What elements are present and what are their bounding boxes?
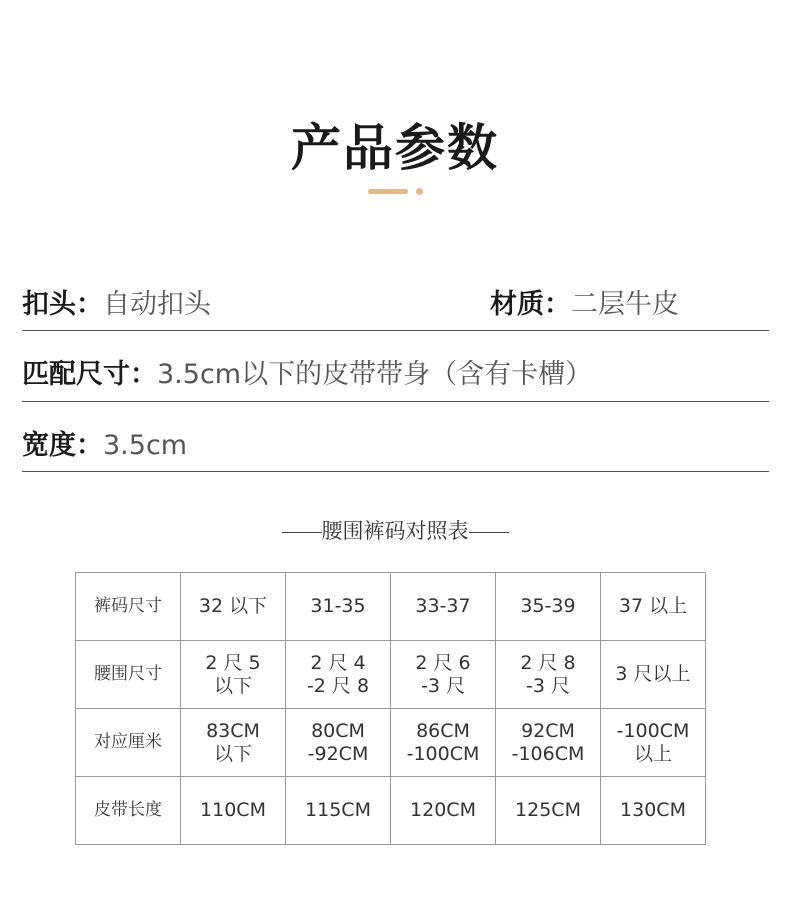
cell-line: 86CM xyxy=(416,719,470,742)
table-cell xyxy=(181,777,286,845)
cell-line: 110CM xyxy=(200,799,266,821)
table-row xyxy=(76,709,706,777)
cell-line: -3 尺 xyxy=(421,674,465,697)
cell-line: 以下 xyxy=(213,674,252,697)
row-header: 对应厘米 xyxy=(76,709,181,777)
title-underline-dot xyxy=(416,188,423,195)
cell-line: 以上 xyxy=(633,742,672,765)
cell-line: 35-39 xyxy=(520,595,576,617)
row-header: 腰围尺寸 xyxy=(76,641,181,709)
cell-line: 83CM xyxy=(206,719,260,742)
size-chart-title xyxy=(0,515,790,545)
divider xyxy=(22,401,769,402)
row-header: 裤码尺寸 xyxy=(76,573,181,641)
table-cell xyxy=(601,641,706,709)
cell-line: 2 尺 4 xyxy=(310,651,366,674)
cell-line: 2 尺 8 xyxy=(520,651,576,674)
table-cell xyxy=(286,777,391,845)
title-dash-right xyxy=(469,532,509,533)
table-cell xyxy=(496,777,601,845)
table-cell xyxy=(391,777,496,845)
cell-line: 2 尺 5 xyxy=(205,651,261,674)
table-cell xyxy=(496,641,601,709)
fit-label: 匹配尺寸： xyxy=(22,359,157,390)
material-label: 材质： xyxy=(490,289,571,320)
cell-line: 以下 xyxy=(213,742,252,765)
size-chart-table xyxy=(75,572,706,845)
table-cell xyxy=(286,641,391,709)
page-title: 产品参数 xyxy=(291,119,499,177)
table-cell xyxy=(286,709,391,777)
buckle-label: 扣头： xyxy=(22,289,103,320)
table-cell xyxy=(181,641,286,709)
cell-line: -106CM xyxy=(511,742,585,765)
row-header: 皮带长度 xyxy=(76,777,181,845)
size-chart-title-text: 腰围裤码对照表 xyxy=(321,519,469,543)
width-value: 3.5cm xyxy=(103,430,188,461)
table-cell xyxy=(391,641,496,709)
param-row-width xyxy=(22,423,769,462)
table-row xyxy=(76,777,706,845)
cell-line: 2 尺 6 xyxy=(415,651,471,674)
cell-line: 32 以下 xyxy=(198,595,268,617)
table-cell xyxy=(496,709,601,777)
cell-line: 80CM xyxy=(311,719,365,742)
table-cell xyxy=(391,709,496,777)
divider xyxy=(22,330,769,331)
table-cell xyxy=(496,573,601,641)
fit-value: 3.5cm以下的皮带带身（含有卡槽） xyxy=(157,359,593,390)
title-dash-left xyxy=(282,532,322,533)
table-cell xyxy=(181,709,286,777)
cell-line: 125CM xyxy=(515,799,581,821)
buckle-value: 自动扣头 xyxy=(103,289,211,320)
table-cell xyxy=(601,573,706,641)
cell-line: 3 尺以上 xyxy=(615,663,691,685)
table-cell xyxy=(286,573,391,641)
divider xyxy=(22,471,769,472)
table-row xyxy=(76,573,706,641)
cell-line: -100CM xyxy=(406,742,480,765)
table-cell xyxy=(391,573,496,641)
cell-line: 115CM xyxy=(305,799,371,821)
cell-line: 120CM xyxy=(410,799,476,821)
table-cell xyxy=(601,777,706,845)
table-row xyxy=(76,641,706,709)
title-underline-bar xyxy=(368,189,408,194)
cell-line: -100CM xyxy=(616,719,690,742)
cell-line: 33-37 xyxy=(415,595,471,617)
width-label: 宽度： xyxy=(22,430,103,461)
cell-line: -3 尺 xyxy=(526,674,570,697)
cell-line: -92CM xyxy=(307,742,369,765)
cell-line: 130CM xyxy=(620,799,686,821)
table-cell xyxy=(601,709,706,777)
cell-line: 92CM xyxy=(521,719,575,742)
material-value: 二层牛皮 xyxy=(571,289,679,320)
param-row-buckle-material xyxy=(22,282,769,321)
param-row-fit xyxy=(22,352,769,391)
cell-line: 37 以上 xyxy=(618,595,688,617)
cell-line: -2 尺 8 xyxy=(306,674,370,697)
table-cell xyxy=(181,573,286,641)
cell-line: 31-35 xyxy=(310,595,366,617)
